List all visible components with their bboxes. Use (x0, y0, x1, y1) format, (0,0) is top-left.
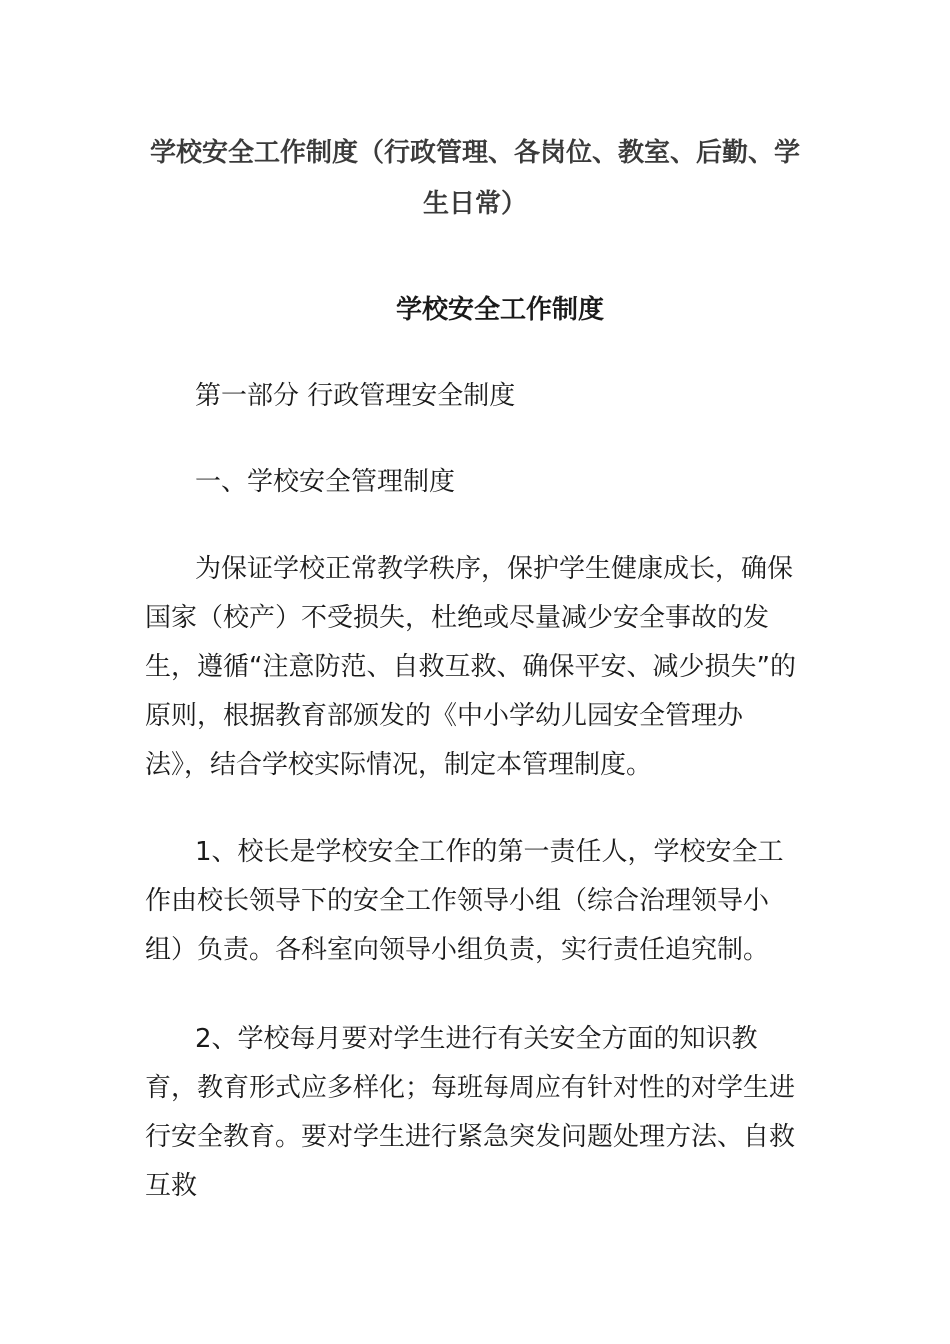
subsection-heading: 一、学校安全管理制度 (195, 467, 456, 497)
paragraph-intro: 为保证学校正常教学秩序，保护学生健康成长，确保国家（校产）不受损失，杜绝或尽量减少安全事故的发生，遵循“注意防范、自救互救、确保平安、减少损失”的原则，根据教育部颁发的《中小学幼儿园安全管理办法》，结合学校实际情况，制定本管理制度。 (145, 554, 796, 780)
paragraph-item-1: 1、校长是学校安全工作的第一责任人，学校安全工作由校长领导下的安全工作领导小组（综合治理领导小组）负责。各科室向领导小组负责，实行责任追究制。 (145, 837, 784, 965)
paragraph-item-2: 2、学校每月要对学生进行有关安全方面的知识教育，教育形式应多样化；每班每周应有针对性的对学生进行安全教育。要对学生进行紧急突发问题处理方法、自救互救 (145, 1024, 796, 1201)
part-heading: 第一部分 行政管理安全制度 (195, 381, 516, 411)
document-title: 学校安全工作制度（行政管理、各岗位、教室、后勤、学生日常） (149, 138, 800, 219)
section-title: 学校安全工作制度 (395, 295, 604, 325)
